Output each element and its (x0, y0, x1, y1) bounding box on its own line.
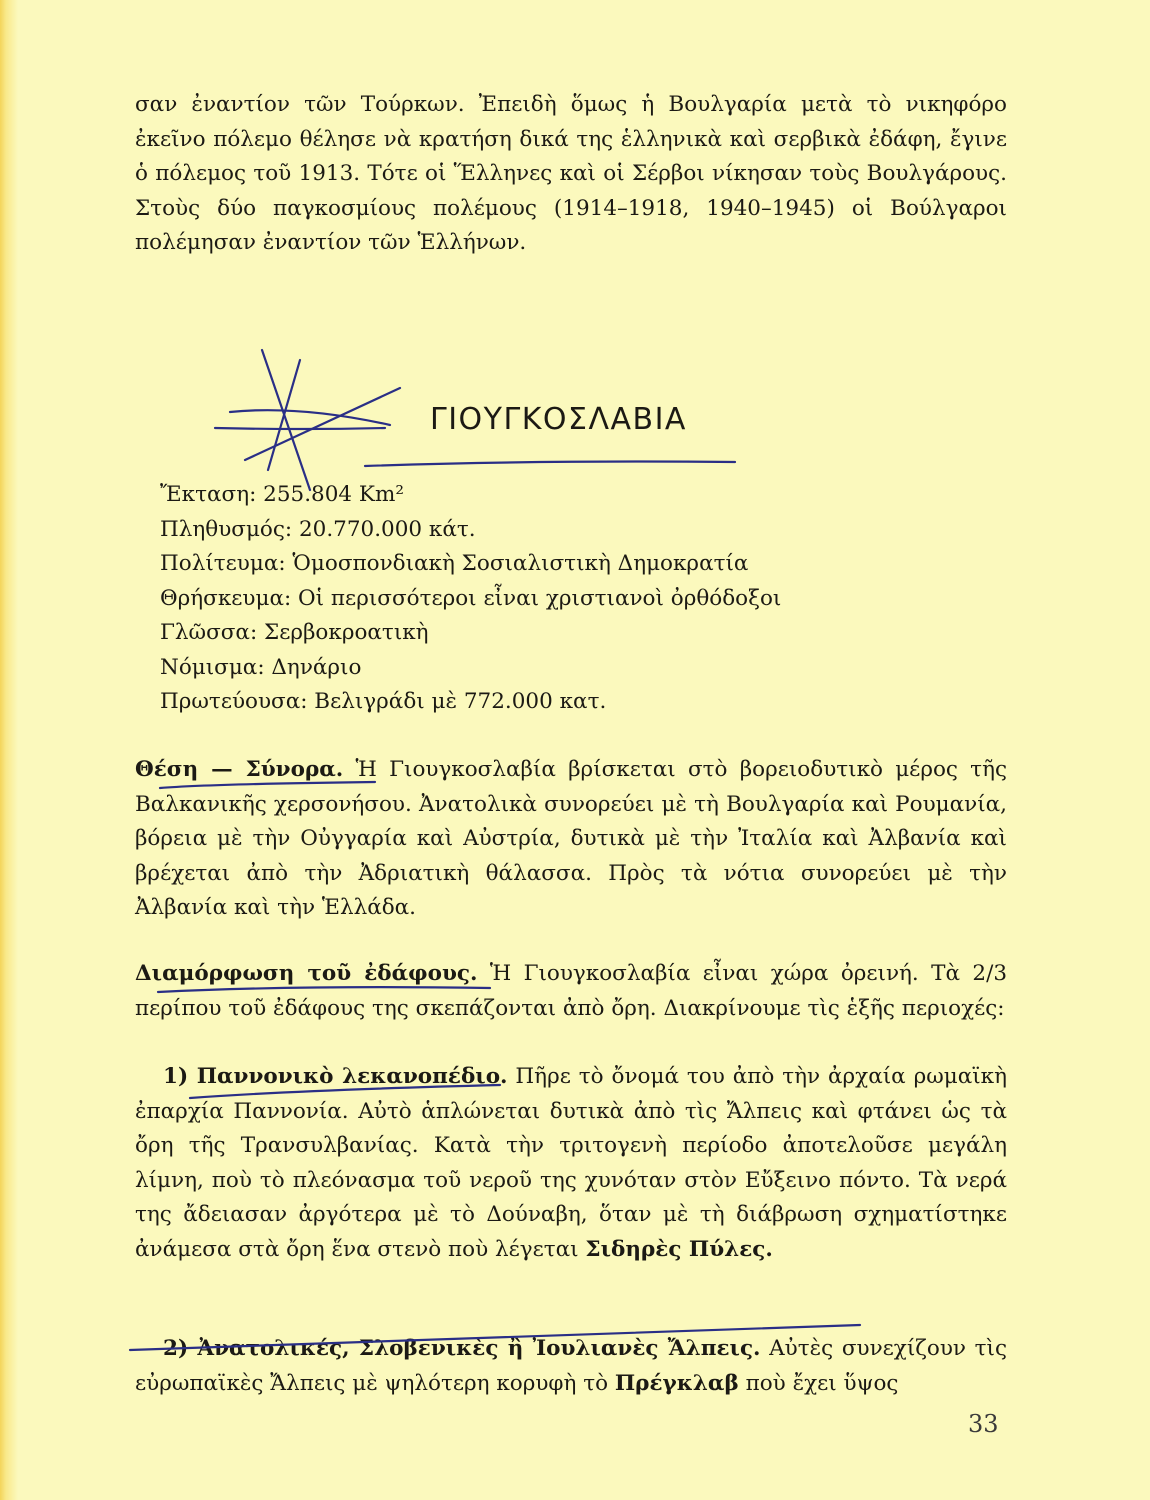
position-borders-paragraph (135, 753, 1007, 926)
fact-population: Πληθυσμός: 20.770.000 κάτ. (160, 516, 476, 542)
pen-star-mark (215, 428, 385, 429)
intro-text: σαν ἐναντίον τῶν Τούρκων. Ἐπειδὴ ὅμως ἡ Βουλγαρία μετὰ τὸ νικηφόρο ἐκεῖνο πόλεμο θέλησε νὰ κρατήση δικά της ἑλληνικὰ καὶ σερβικὰ ἐδάφη, ἔγινε ὁ πόλεμος τοῦ 1913. Τότε οἱ Ἕλληνες καὶ οἱ Σέρβοι νίκησαν τοὺς Βουλγάρους. Στοὺς δύο παγκοσμίους πολέμους (1914–1918, 1940–1945) οἱ Βούλγαροι πολέμησαν ἐναντίον τῶν Ἑλλήνων. (135, 92, 1007, 255)
relief-heading: Διαμόρφωση τοῦ ἐδάφους. (135, 961, 478, 986)
title-underline (365, 462, 735, 467)
fact-language: Γλῶσσα: Σερβοκροατικὴ (160, 620, 429, 645)
item2-text: Αὐτὲς συνεχίζουν τὶς εὐρωπαϊκὲς Ἄλπεις μὲ ψηλότερη κορυφὴ τὸ (135, 1336, 1007, 1396)
item1-iron-gates: Σιδηρὲς Πύλες. (585, 1236, 773, 1262)
section-title: ΓΙΟΥΓΚΟΣΛΑΒΙΑ (430, 402, 687, 437)
item1-heading: 1) Παννονικὸ λεκανοπέδιο. (163, 1064, 508, 1089)
pen-star-mark (268, 360, 300, 470)
pen-star-mark (230, 410, 390, 425)
fact-government: Πολίτευμα: Ὁμοσπονδιακὴ Σοσιαλιστικὴ Δημοκρατία (160, 551, 749, 576)
fact-area: Ἔκταση: 255.804 Km² (160, 482, 404, 507)
fact-capital: Πρωτεύουσα: Βελιγράδι μὲ 772.000 κατ. (160, 689, 607, 714)
pannonian-basin-paragraph (135, 1060, 1007, 1267)
item2-peak: Πρέγκλαβ (614, 1370, 739, 1396)
relief-paragraph (135, 957, 1007, 1026)
position-text: Ἡ Γιουγκοσλαβία βρίσκεται στὸ βορειοδυτικὸ μέρος τῆς Βαλκανικῆς χερσονήσου. Ἀνατολικὰ συνορεύει μὲ τὴ Βουλγαρία καὶ Ρουμανία, βόρεια μὲ τὴν Οὐγγαρία καὶ Αὐστρία, δυτικὰ μὲ τὴν Ἰταλία καὶ Ἀλβανία καὶ βρέχεται ἀπὸ τὴν Ἀδριατικὴ θάλασσα. Πρὸς τὰ νότια συνορεύει μὲ τὴν Ἀλβανία καὶ τὴν Ἑλλάδα. (135, 757, 1007, 920)
fact-currency: Νόμισμα: Δηνάριο (160, 654, 362, 680)
position-heading: Θέση — Σύνορα. (135, 757, 344, 782)
alps-paragraph (135, 1332, 1007, 1401)
country-facts (160, 478, 1032, 720)
relief-text: Ἡ Γιουγκοσλαβία εἶναι χώρα ὀρεινή. Τὰ 2/3 περίπου τοῦ ἐδάφους της σκεπάζονται ἀπὸ ὄρη. Διακρίνουμε τὶς ἑξῆς περιοχές: (135, 961, 1008, 1021)
fact-religion: Θρήσκευμα: Οἱ περισσότεροι εἶναι χριστιανοὶ ὀρθόδοξοι (160, 585, 782, 611)
pen-star-mark (245, 388, 400, 460)
pen-star-mark (262, 350, 310, 490)
page-number: 33 (968, 1410, 999, 1438)
item2-text-end: ποὺ ἔχει ὕψος (738, 1370, 899, 1396)
item1-text: Πῆρε τὸ ὄνομά του ἀπὸ τὴν ἀρχαία ρωμαϊκὴ ἐπαρχία Παννονία. Αὐτὸ ἁπλώνεται δυτικὰ ἀπὸ τὶς Ἄλπεις καὶ φτάνει ὡς τὰ ὄρη τῆς Τρανσυλβανίας. Κατὰ τὴν τριτογενὴ περίοδο ἀποτελοῦσε μεγάλη λίμνη, ποὺ τὸ πλεόνασμα τοῦ νεροῦ της χυνόταν στὸν Εὔξεινο πόντο. Τὰ νερά της ἄδειασαν ἀργότερα μὲ τὸ Δούναβη, ὅταν μὲ τὴ διάβρωση σχηματίστηκε ἀνάμεσα στὰ ὄρη ἕνα στενὸ ποὺ λέγεται (135, 1064, 1007, 1262)
intro-paragraph (135, 88, 1007, 261)
item2-heading: 2) Ἀνατολικές, Σλοβενικὲς ἢ Ἰουλιανὲς Ἄλπεις. (163, 1336, 761, 1361)
